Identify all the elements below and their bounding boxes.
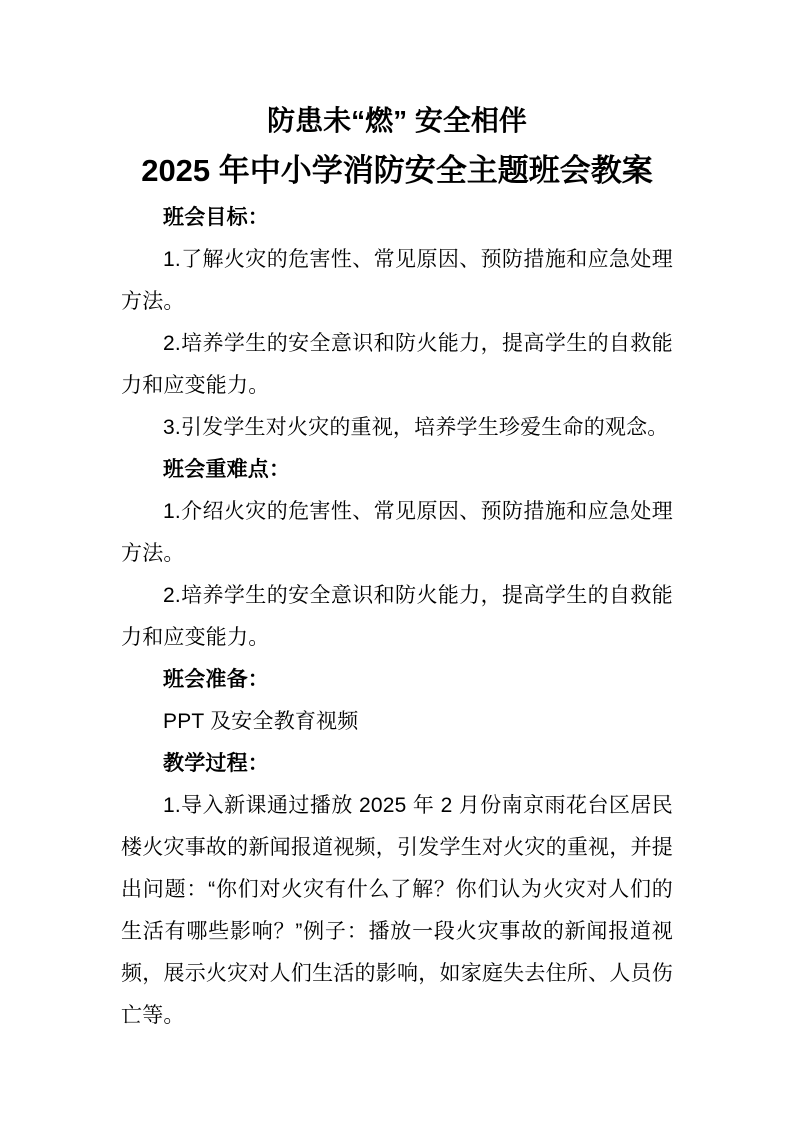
paragraph-goal-3: 3.引发学生对火灾的重视，培养学生珍爱生命的观念。 (163, 416, 669, 439)
paragraph-lesson-intro: 1.导入新课通过播放 2025 年 2 月份南京雨花台区居民楼火灾事故的新闻报道视频，引发学生对火灾的重视，并提出问题：“你们对火灾有什么了解？你们认为火灾对人们的生活有哪些影响？”例子：播放一段火灾事故的新闻报道视频，展示火灾对人们生活的影响，如家庭失去住所、人员伤亡等。 (121, 794, 673, 1027)
section-heading-preparation: 班会准备： (163, 668, 269, 691)
document-body (121, 197, 673, 1037)
document-title-line2: 2025 年中小学消防安全主题班会教案 (141, 153, 653, 188)
paragraph-keypoint-2: 2.培养学生的安全意识和防火能力，提高学生的自救能力和应变能力。 (121, 584, 673, 649)
paragraph-goal-2: 2.培养学生的安全意识和防火能力，提高学生的自救能力和应变能力。 (121, 332, 673, 397)
section-heading-key-points: 班会重难点： (163, 458, 291, 481)
section-heading-teaching-process: 教学过程： (163, 752, 269, 775)
document-title-line1: 防患未“燃” 安全相伴 (267, 105, 527, 136)
paragraph-goal-1: 1.了解火灾的危害性、常见原因、预防措施和应急处理方法。 (121, 248, 673, 313)
section-heading-class-goals: 班会目标： (163, 206, 269, 229)
paragraph-keypoint-1: 1.介绍火灾的危害性、常见原因、预防措施和应急处理方法。 (121, 500, 673, 565)
paragraph-preparation: PPT 及安全教育视频 (163, 710, 359, 733)
